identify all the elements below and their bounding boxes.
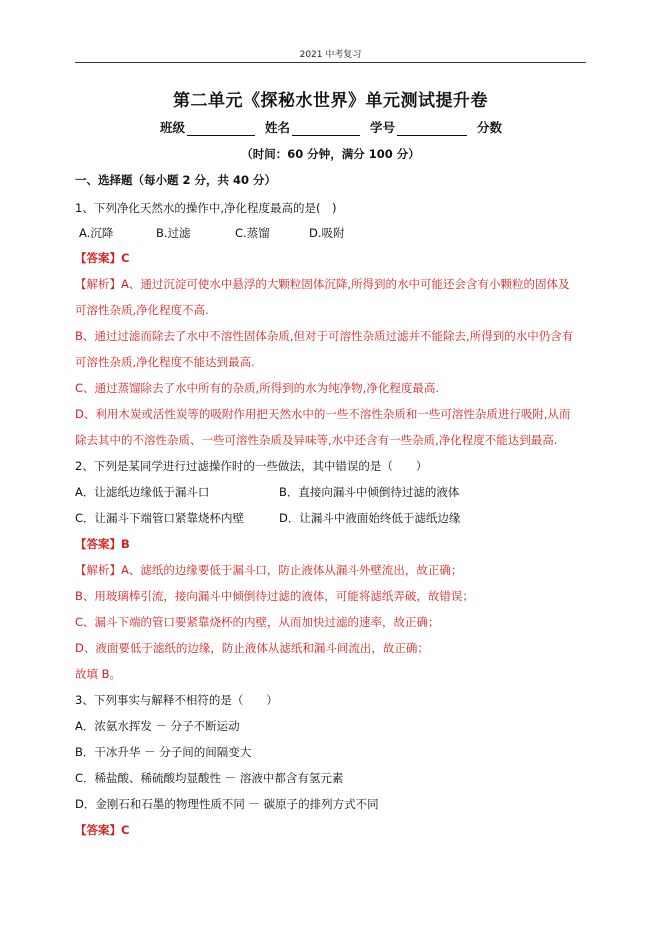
q3-option-a: A．浓氨水挥发 － 分子不断运动 — [75, 719, 240, 733]
q1-analysis-line: B、通过过滤而除去了水中不溶性固体杂质,但对于可溶性杂质过滤并不能除去,所得到的水中仍含有 — [75, 329, 574, 343]
header-divider — [75, 62, 586, 63]
q1-answer: 【答案】C — [75, 251, 130, 265]
q2-analysis-line: C、漏斗下端的管口要紧靠烧杯的内壁，从而加快过滤的速率，故正确； — [75, 615, 440, 629]
q1-analysis-line: 【解析】A、通过沉淀可使水中悬浮的大颗粒固体沉降,所得到的水中可能还会含有小颗粒的固体及 — [75, 277, 570, 291]
q2-answer: 【答案】B — [75, 537, 130, 551]
q1-option-c: C.蒸馏 — [235, 226, 270, 240]
q2-analysis-line: 【解析】A、滤纸的边缘要低于漏斗口，防止液体从漏斗外壁流出，故正确； — [75, 563, 463, 577]
question-2-stem: 2、下列是某同学进行过滤操作时的一些做法，其中错误的是（ ） — [75, 459, 428, 473]
q2-option-a: A．让滤纸边缘低于漏斗口 — [75, 485, 210, 499]
q2-option-b: B．直接向漏斗中倾倒待过滤的液体 — [279, 485, 460, 499]
q1-option-d: D.吸附 — [309, 226, 345, 240]
q1-analysis-line: C、通过蒸馏除去了水中所有的杂质,所得到的水为纯净物,净化程度最高. — [75, 381, 439, 395]
class-label: 班级 — [160, 120, 186, 135]
name-label: 姓名 — [265, 120, 291, 135]
id-label: 学号 — [370, 120, 396, 135]
q3-option-c: C．稀盐酸、稀硫酸均显酸性 － 溶液中都含有氢元素 — [75, 771, 344, 785]
q1-analysis-line: D、利用木炭或活性炭等的吸附作用把天然水中的一些不溶性杂质和一些可溶性杂质进行吸附,从而 — [75, 407, 571, 421]
q2-analysis-line: B、用玻璃棒引流，接向漏斗中倾倒待过滤的液体，可能将滤纸弄破，故错误； — [75, 589, 474, 603]
q3-answer: 【答案】C — [75, 823, 130, 837]
time-info: （时间：60 分钟，满分 100 分） — [241, 147, 420, 161]
id-blank — [397, 123, 467, 136]
q1-analysis-line: 可溶性杂质,净化程度不高. — [75, 303, 209, 317]
q2-analysis-line: D、液面要低于滤纸的边缘，防止液体从滤纸和漏斗间流出，故正确； — [75, 641, 429, 655]
q1-analysis-line: 可溶性杂质,净化程度不能达到最高. — [75, 355, 255, 369]
section-heading: 一、选择题（每小题 2 分，共 40 分） — [75, 173, 277, 187]
q1-option-a: A.沉降 — [79, 226, 114, 240]
q3-option-b: B．干冰升华 － 分子间的间隔变大 — [75, 745, 252, 759]
q3-option-d: D．金刚石和石墨的物理性质不同 － 碳原子的排列方式不同 — [75, 797, 379, 811]
page-title: 第二单元《探秘水世界》单元测试提升卷 — [173, 91, 488, 111]
q2-option-c: C．让漏斗下端管口紧靠烧杯内壁 — [75, 511, 245, 525]
q1-option-b: B.过滤 — [156, 226, 191, 240]
q2-conclusion: 故填 B。 — [75, 667, 122, 681]
student-info-row — [160, 118, 502, 136]
q1-analysis-line: 除去其中的不溶性杂质、一些可溶性杂质及异味等,水中还含有一些杂质,净化程度不能达到最高. — [75, 433, 558, 447]
question-3-stem: 3、下列事实与解释不相符的是（ ） — [75, 693, 278, 707]
header-text: 2021 中考复习 — [299, 50, 362, 60]
question-1-stem: 1、下列净化天然水的操作中,净化程度最高的是( ) — [75, 201, 337, 215]
q2-option-d: D．让漏斗中液面始终低于滤纸边缘 — [279, 511, 461, 525]
score-label: 分数 — [477, 120, 503, 135]
name-blank — [292, 123, 360, 136]
class-blank — [187, 123, 255, 136]
